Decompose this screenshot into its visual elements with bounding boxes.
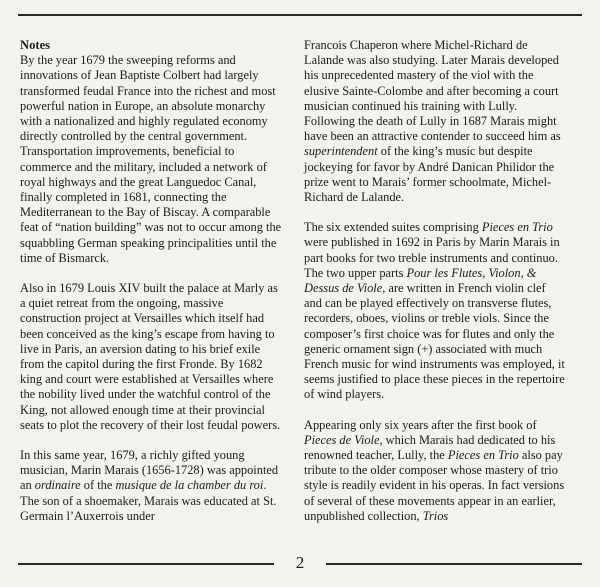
- italic-text: ordinaire: [34, 478, 81, 493]
- text-run: . The son of a shoemaker, Marais was educated at St. Germain l’Auxerrois under: [20, 478, 277, 523]
- left-column: [20, 38, 282, 539]
- paragraph-pieces-de-viole: [304, 418, 566, 524]
- right-column: [304, 38, 566, 539]
- italic-text: Pieces de Viole: [304, 432, 380, 447]
- notes-heading: Notes: [20, 38, 51, 52]
- text-run: also pay tribute to the older composer whose mastery of trio style is readily evident in his operas. In fact versions of several of these movements appear in an earlier, unpublished collection,: [304, 448, 565, 523]
- text-run: Francois Chaperon where Michel-Richard de Lalande was also studying. Later Marais developed his unprecedented mastery of the viol with the elusive Sainte-Colombe and after becoming a court musician continued his training with Lully. Following the death of Lully in 1687 Marais might have been an attractive contender to succeed him as: [304, 38, 561, 144]
- italic-text: Trios: [422, 508, 449, 523]
- italic-text: musique de la chamber du roi: [115, 478, 264, 493]
- text-run: Appearing only six years after the first book of: [304, 417, 537, 432]
- paragraph-versailles: Also in 1679 Louis XIV built the palace at Marly as a quiet retreat from the ongoing, massive construction project at Versailles which itself had been conceived as the king’s escape from having to live in Paris, an aversion dating to his brief exile from the capitol during the first Fronde. By 1682 king and court were established at Versailles where the nobility lived under the watchful control of the King, not allowed enough time at their provincial seats to plot the recovery of their lost feudal powers.: [20, 281, 281, 432]
- text-run: were published in 1692 in Paris by Marin Marais in part books for two treble instruments and continuo. The two upper parts: [304, 235, 560, 280]
- italic-text: Pieces en Trio: [481, 220, 553, 235]
- italic-text: superintendent: [304, 144, 378, 159]
- page-number: 2: [295, 553, 305, 572]
- text-run: , which Marais had dedicated to his renowned teacher, Lully, the: [304, 432, 556, 463]
- text-run: of the king’s music but despite jockeying for favor by André Danican Philidor the prize went to Marais’ former schoolmate, Michel-Richard de Lalande.: [304, 144, 555, 205]
- top-rule: [18, 14, 582, 16]
- italic-text: Pour les Flutes, Violon, & Dessus de Viole: [304, 265, 537, 296]
- text-run: The six extended suites comprising: [304, 220, 482, 235]
- text-run: of the: [80, 478, 116, 493]
- paragraph-lalande: [304, 38, 566, 205]
- italic-text: Pieces en Trio: [447, 448, 519, 463]
- footer-rule-right: [326, 563, 582, 565]
- paragraph-pieces-en-trio: [304, 220, 566, 402]
- text-run: In this same year, 1679, a richly gifted young musician, Marin Marais (1656-1728) was appointed an: [20, 448, 279, 493]
- text-run: , are written in French violin clef and can be played effectively on transverse flutes, recorders, oboes, violins or treble viols. Since the composer’s first choice was for flutes and only the generic ornament sign (+) associated with much French music for wind instruments was employed, it seems justified to place these pieces in the repertoire of wind players.: [304, 281, 565, 402]
- paragraph-marais-appointment: [20, 448, 282, 524]
- paragraph-colbert: By the year 1679 the sweeping reforms and innovations of Jean Baptiste Colbert had largely transformed feudal France into the richest and most powerful nation in Europe, an absolute monarchy with a nationalized and highly regulated economy directly controlled by the central government. Transportation improvements, beneficial to commerce and the military, included a network of royal highways and the great Languedoc Canal, finally completed in 1681, connecting the Mediterranean to the Bay of Biscay. A comparable feat of “nation building” was not to occur among the squabbling German speaking principalities until the time of Bismarck.: [20, 53, 282, 265]
- page-footer: [18, 552, 582, 576]
